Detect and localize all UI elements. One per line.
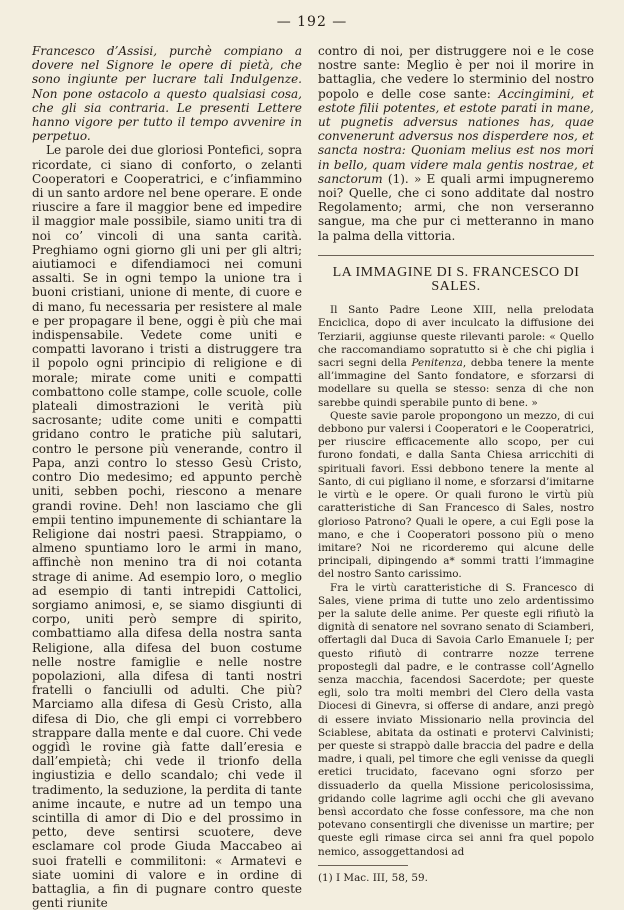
footnote: (1) I Mac. III, 58, 59.	[318, 871, 428, 884]
paragraph-encyclical-text: Il Santo Padre Leone XIII, nella prelodata Enciclica, dopo di aver inculcato la diffusione dei Terziarii, aggiunse queste rilevanti parole: « Quello che raccomandiamo sopratutto si è che chi piglia i sacri segni della	[318, 304, 594, 370]
penitenza-word: Penitenza	[411, 357, 463, 370]
right-column	[318, 44, 594, 885]
continued-text-b: (1). » E quali armi impugneremo noi? Quelle, che ci sono additate dal nostro Regolamento; armi, che non verseranno sangue, ma che pur ci metteranno in mano la palma della vittoria.	[318, 171, 594, 243]
section-divider	[318, 255, 594, 256]
exhortation-paragraph: Le parole dei due gloriosi Pontefici, sopra ricordate, ci siano di conforto, o zelanti Cooperatori e Cooperatrici, e c’infiammino di un santo ardore nel bene operare. E onde riuscire a fare il maggior bene ed impedire il maggior male possibile, siamo uniti tra di noi co’ vincoli di una santa carità. Preghiamo ogni giorno gli uni per gli altri; aiutiamoci e difendiamoci nei comuni assalti. Se in ogni tempo la unione tra i buoni cristiani, unione di mente, di cuore e di mano, fu necessaria per resistere al male e per propagare il bene, oggi è più che mai indispensabile. Vedete come uniti e compatti lavorano i tristi a distruggere tra il popolo ogni principio di religione e di morale; mirate come uniti e compatti combattono colle stampe, colle scuole, colle plateali dimostrazioni le verità più sacrosante; udite come uniti e compatti gridano contro le pratiche più salutari, contro le persone più venerande, contro il Papa, anzi contro lo stesso Gesù Cristo, contro Dio medesimo; ed appunto perchè uniti, sebben pochi, riescono a menare grandi rovine. Deh! non lasciamo che gli empii tentino impunemente di schiantare la Religione dai nostri paesi. Strappiamo, o almeno spuntiamo loro le armi in mano, affinchè non menino tra di noi cotanta strage di anime. Ad esempio loro, o meglio ad esempio di tanti intrepidi Cattolici, sorgiamo animosi, e, se siamo disgiunti di corpo, uniti però sempre di spirito, combattiamo alla difesa della nostra santa Religione, alla difesa del buon costume nelle nostre famiglie e nelle nostre popolazioni, alla difesa di tanti nostri fratelli o fanciulli od adulti. Che più? Marciamo alla difesa di Gesù Cristo, alla difesa di Dio, che gli empi ci vorrebbero strappare dalla mente e dal cuore. Chi vede oggidì le rovine già fatte dall’eresia e dall’empietà; chi vede il trionfo della ingiustizia e dello scandalo; chi vede il tradimento, la seduzione, la perdita di tante anime incaute, e nutre ad un tempo una scintilla di amor di Dio e del prossimo in petto, deve sentirsi scuotere, deve esclamare col prode Giuda Maccabeo ai suoi fratelli e commilitoni: « Armatevi e siate uomini di valore e in ordine di battaglia, a fin di pugnare contro queste genti riunite	[32, 143, 302, 910]
indulgence-text: Francesco d’Assisi, purchè compiano a dovere nel Signore le opere di pietà, che sono ingiunte per lucrare tali Indulgenze. Non pone ostacolo a questo qualsiasi cosa, che gli sia contraria. Le presenti Lettere hanno vigore per tutto il tempo avvenire in perpetuo.	[32, 44, 302, 144]
continued-paragraph	[318, 44, 594, 243]
paragraph-virtues: Fra le virtù caratteristiche di S. Francesco di Sales, viene prima di tutte uno zelo ardentissimo per la salute delle anime. Per queste egli rifiutò la dignità di senatore nel sovrano senato di Sciamberi, offertagli dal Duca di Savoia Carlo Emanuele I; per questo rifiutò di contrarre nozze terrene propostegli dal padre, e le contrasse coll’Agnello senza macchia, facendosi Sacerdote; per queste egli, solo tra molti membri del Clero della vasta Diocesi di Ginevra, si offerse di andare, anzi pregò di essere inviato Missionario nella provincia del Sciablese, abitata da ostinati e protervi Calvinisti; per queste si strappò dalle braccia del padre e della madre, i quali, pel timore che egli venisse da quegli eretici trucidato, facevano ogni sforzo per dissuaderlo da quella Missione pericolosissima, gridando colle lagrime agli occhi che gli avevano bensì accordato che fosse confessore, ma che non potevano consentirgli che divenisse un martire; per queste egli rimase circa sei anni fra quel popolo nemico, assoggettandosi ad	[318, 581, 594, 858]
section-body	[318, 304, 594, 859]
paragraph-means: Queste savie parole propongono un mezzo, di cui debbono pur valersi i Cooperatori e le Cooperatrici, per riuscire efficacemente allo scopo, per cui furono fondati, e dalla Santa Chiesa arricchiti di spirituali favori. Essi debbono tenere la mente al Santo, di cui pigliano il nome, e sforzarsi d’imitarne le virtù e le opere. Or quali furono le virtù più caratteristiche di San Francesco di Sales, nostro glorioso Patrono? Quali le opere, a cui Egli pose la mano, e che i Cooperatori possono più o meno imitare? Noi ne ricorderemo qui alcune delle principali, dipingendo a* sommi tratti l’immagine del nostro Santo carissimo.	[318, 409, 594, 581]
section-heading: LA IMMAGINE DI S. FRANCESCO DI SALES.	[332, 264, 580, 295]
latin-quote: Accingimini, et estote filii potentes, et estote parati in mane, ut pugnetis adversus nationes has, quae convenerunt adversus nos disperdere nos, et sancta nostra: Quoniam melius est nos mori in bello, quam videre mala gentis nostrae, et sanctorum	[318, 86, 595, 186]
paragraph-encyclical-end: , debba tenere la mente all’immagine del Santo fondatore, e sforzarsi di modellare su quella se stesso: senza di che non sarebbe quindi sperabile punto di bene. »	[318, 357, 594, 409]
footnote-rule	[318, 865, 408, 866]
continued-text-a: contro di noi, per distruggere noi e le cose nostre sante: Meglio è per noi il morire in battaglia, che vedere lo sterminio del nostro popolo e delle cose sante:	[318, 44, 594, 101]
page-number: — 192 —	[276, 14, 348, 30]
left-column	[32, 44, 302, 910]
paragraph-encyclical	[318, 304, 594, 410]
